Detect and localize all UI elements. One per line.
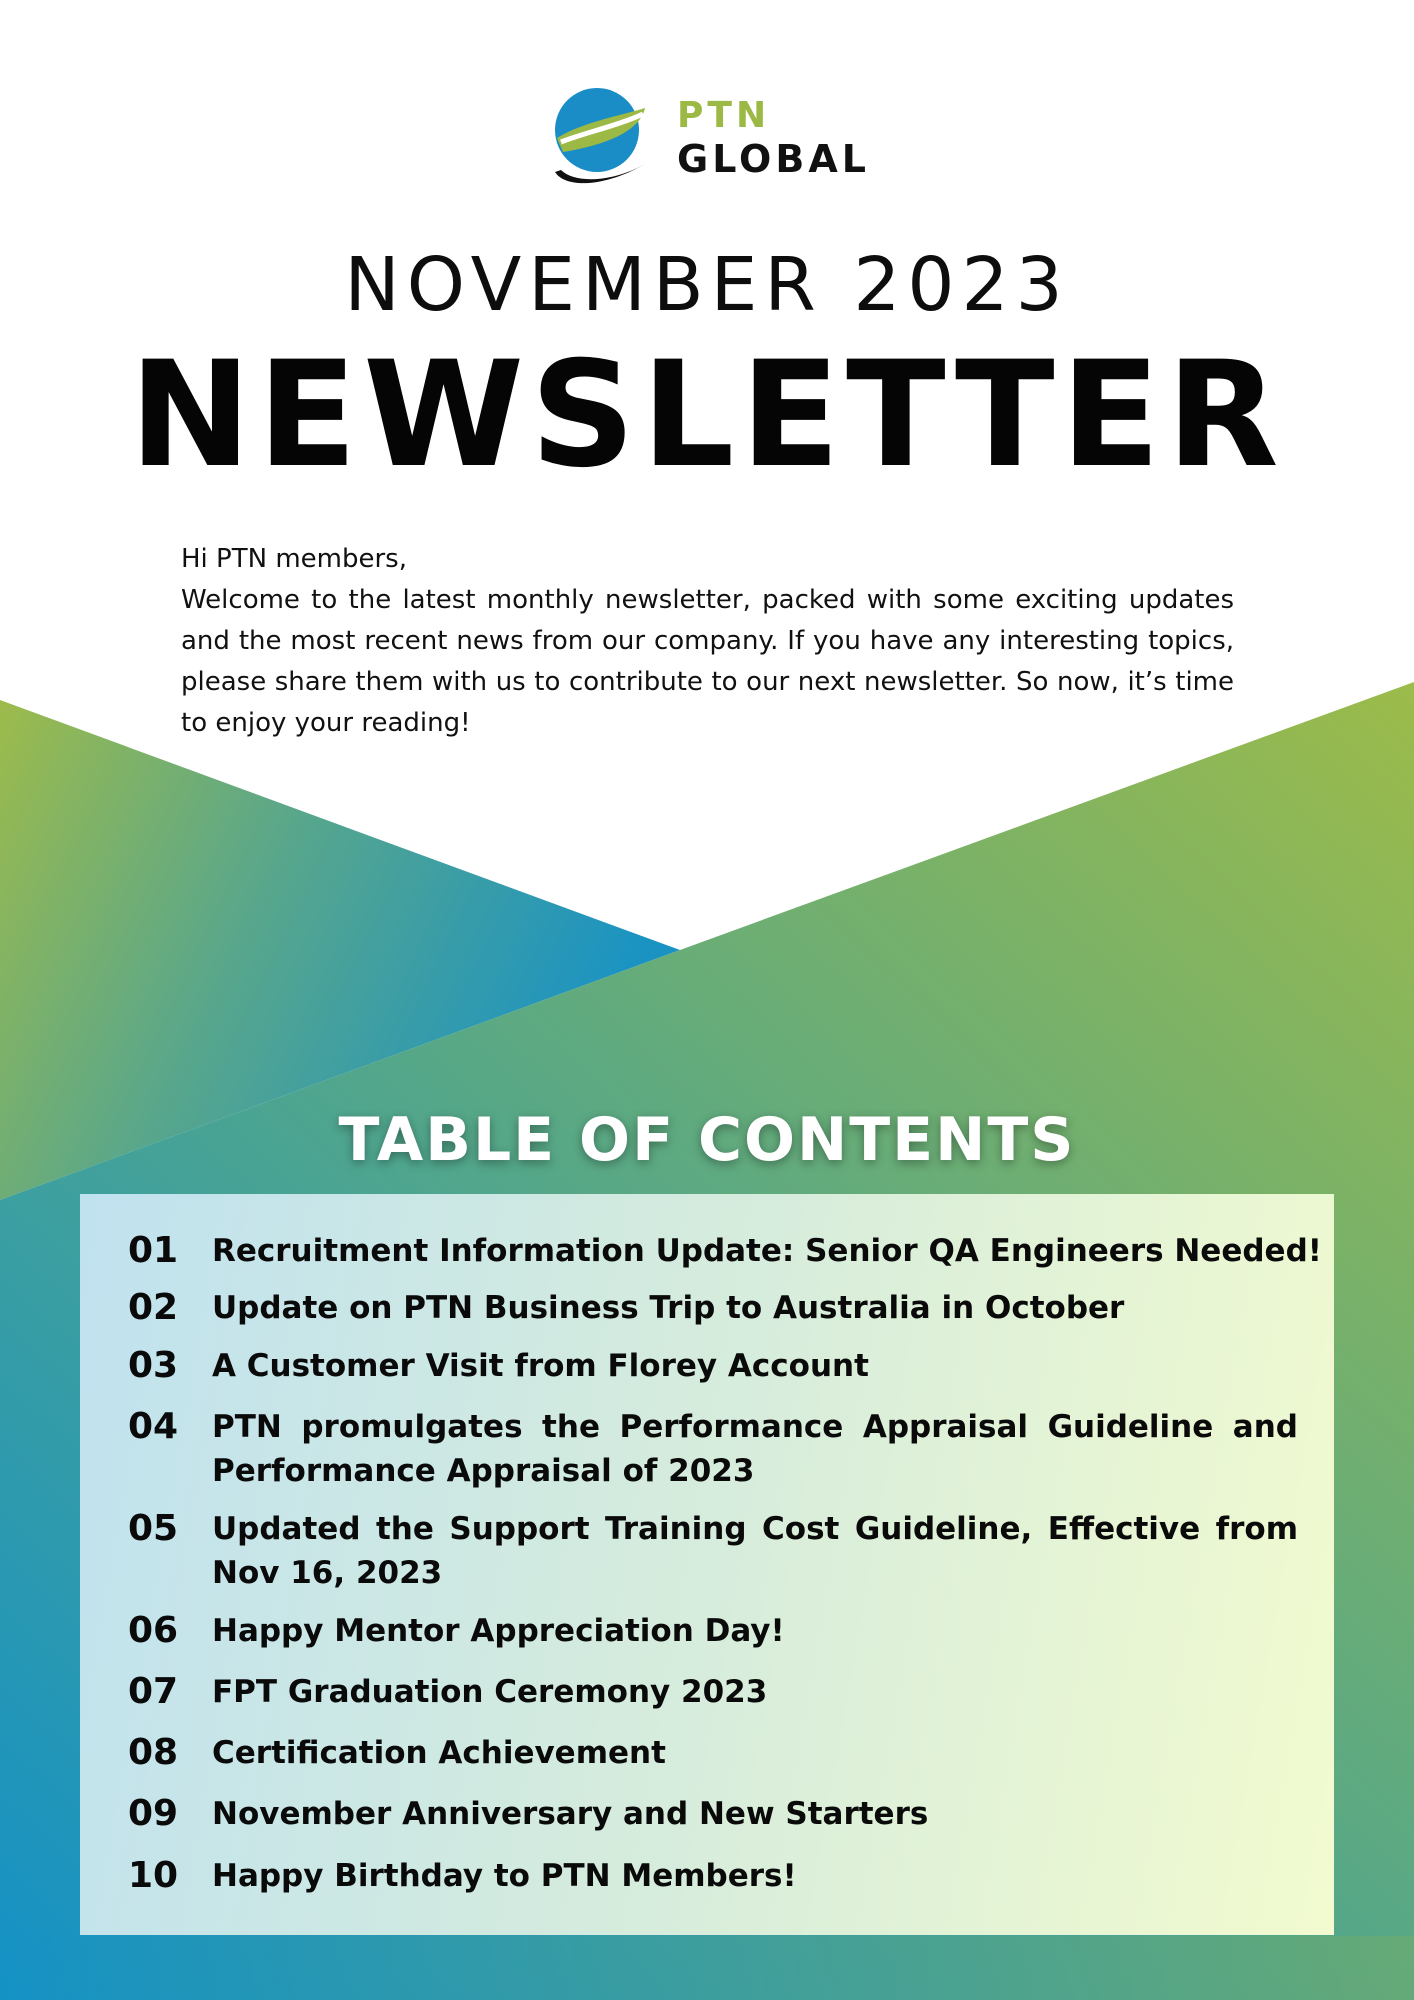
toc-heading: TABLE OF CONTENTS [338, 1105, 1076, 1175]
toc-item-number: 03 [128, 1345, 179, 1386]
toc-item-title[interactable]: Update on PTN Business Trip to Australia in October [212, 1290, 1125, 1326]
toc-item-number: 05 [128, 1508, 179, 1549]
toc-item-title[interactable]: Certification Achievement [212, 1735, 666, 1771]
toc-item-title[interactable]: A Customer Visit from Florey Account [212, 1348, 869, 1384]
toc-item-title[interactable]: Updated the Support Training Cost Guideline, Effective from Nov 16, 2023 [212, 1511, 1298, 1591]
toc-item-number: 01 [128, 1230, 179, 1271]
greeting-text: Hi PTN members, [181, 544, 407, 574]
ptn-global-logo [553, 88, 873, 198]
logo-ptn-text: PTN [677, 95, 771, 136]
toc-item-title[interactable]: Recruitment Information Update: Senior QA Engineers Needed! [212, 1233, 1322, 1269]
logo-global-text: GLOBAL [677, 137, 870, 181]
toc-item-title[interactable]: Happy Birthday to PTN Members! [212, 1858, 797, 1894]
toc-item-number: 06 [128, 1610, 179, 1651]
toc-item-title[interactable]: Happy Mentor Appreciation Day! [212, 1613, 785, 1649]
toc-item-number: 09 [128, 1793, 179, 1834]
toc-item-title[interactable]: November Anniversary and New Starters [212, 1796, 929, 1832]
toc-item-title[interactable]: PTN promulgates the Performance Appraisal Guideline and Performance Appraisal of 2023 [212, 1409, 1298, 1489]
intro-paragraph: Welcome to the latest monthly newsletter, packed with some exciting updates and the most recent news from our company. If you have any interesting topics, please share them with us to contribute to our next newsletter. So now, it’s time to enjoy your reading! [181, 585, 1234, 738]
toc-item-number: 04 [128, 1406, 179, 1447]
newsletter-title: NEWSLETTER [129, 330, 1285, 500]
globe-swoosh-icon [553, 88, 653, 194]
toc-item-number: 02 [128, 1287, 179, 1328]
toc-item-number: 07 [128, 1671, 179, 1712]
toc-item-number: 10 [128, 1855, 179, 1896]
toc-item-number: 08 [128, 1732, 179, 1773]
toc-item-title[interactable]: FPT Graduation Ceremony 2023 [212, 1674, 768, 1710]
issue-month: NOVEMBER 2023 [344, 242, 1070, 328]
